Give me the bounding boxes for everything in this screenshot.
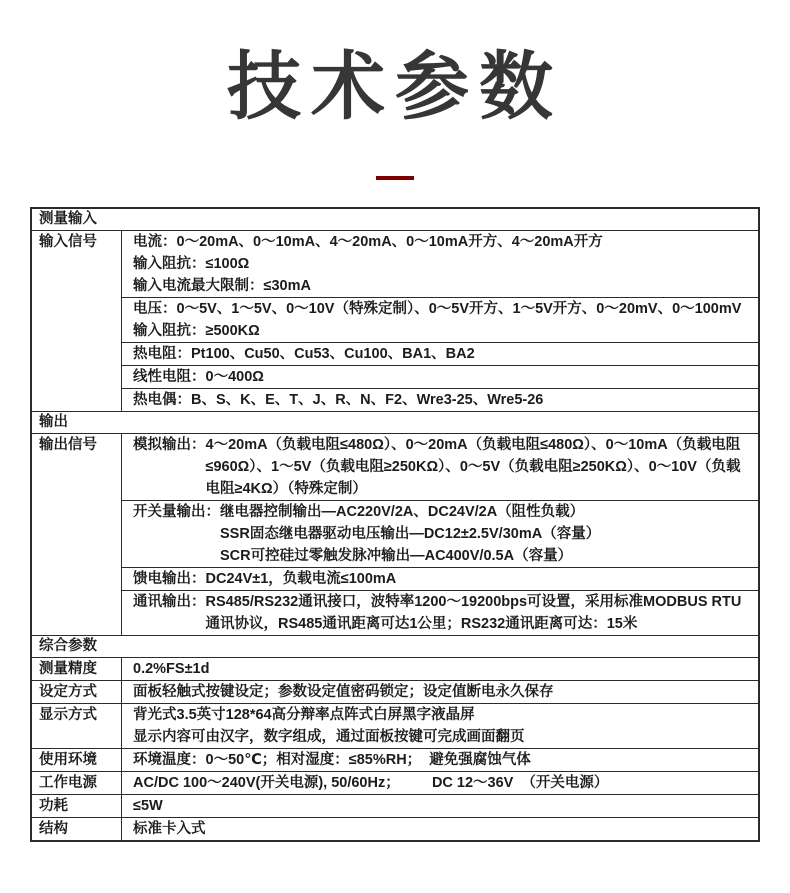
spec-line-body: ≤30mA — [263, 277, 311, 294]
spec-line — [133, 275, 754, 297]
spec-group — [122, 658, 758, 680]
spec-label-measurement-accuracy: 测量精度 — [32, 658, 122, 680]
spec-line-head: 输入阻抗： — [133, 255, 206, 272]
spec-label-input-signal: 输入信号 — [32, 231, 122, 411]
spec-line-body: 背光式3.5英寸128*64高分辩率点阵式白屏黑字液晶屏 — [133, 706, 475, 723]
spec-line-head: 模拟输出： — [133, 436, 206, 453]
spec-line-body: 面板轻触式按键设定；参数设定值密码锁定；设定值断电永久保存 — [133, 683, 554, 700]
spec-line — [133, 568, 754, 590]
spec-line — [133, 389, 754, 411]
section-header-general-parameters: 综合参数 — [32, 635, 758, 657]
spec-row-input-signal — [32, 230, 758, 411]
spec-line-body: SSR固态继电器驱动电压输出—DC12±2.5V/30mA（容量） — [220, 525, 601, 542]
spec-value-setting-method — [122, 681, 758, 703]
spec-line — [133, 523, 754, 545]
spec-line-body: 显示内容可由汉字，数字组成，通过面板按键可完成画面翻页 — [133, 728, 525, 745]
spec-group — [122, 590, 758, 635]
spec-value-operating-environment — [122, 749, 758, 771]
spec-line — [133, 320, 754, 342]
spec-line-head: 开关量输出： — [133, 503, 220, 520]
spec-group — [122, 365, 758, 388]
spec-row-display-method — [32, 703, 758, 748]
spec-line-body: RS485/RS232通讯接口，波特率1200～19200bps可设置，采用标准MODBUS RTU通讯协议，RS485通讯距离可达1公里；RS232通讯距离可达：15米 — [205, 593, 742, 632]
spec-value-measurement-accuracy — [122, 658, 758, 680]
spec-line — [133, 591, 754, 635]
spec-label-output-signal: 输出信号 — [32, 434, 122, 635]
spec-value-power-supply — [122, 772, 758, 794]
spec-line-body: ≤5W — [133, 797, 163, 814]
spec-line — [133, 704, 754, 726]
page-title: 技术参数 — [227, 45, 563, 128]
spec-group — [122, 567, 758, 590]
spec-line-head: 输入阻抗： — [133, 322, 206, 339]
spec-line-head: 线性电阻： — [133, 368, 206, 385]
spec-row-operating-environment — [32, 748, 758, 771]
spec-group — [122, 434, 758, 500]
spec-line — [133, 231, 754, 253]
spec-line-body: Pt100、Cu50、Cu53、Cu100、BA1、BA2 — [191, 345, 475, 362]
spec-row-setting-method — [32, 680, 758, 703]
spec-line-body: 0～20mA、0～10mA、4～20mA、0～10mA开方、4～20mA开方 — [176, 233, 603, 250]
spec-line — [133, 298, 754, 320]
spec-line — [133, 726, 754, 748]
spec-line-body: 0～400Ω — [205, 368, 264, 385]
spec-group — [122, 772, 758, 794]
spec-line-body: 标准卡入式 — [133, 820, 206, 837]
spec-line — [133, 795, 754, 817]
spec-line — [133, 366, 754, 388]
spec-label-setting-method: 设定方式 — [32, 681, 122, 703]
spec-line — [133, 772, 754, 794]
spec-line — [133, 818, 754, 840]
spec-line-body: 环境温度：0～50℃；相对湿度：≤85%RH； 避免强腐蚀气体 — [133, 751, 531, 768]
spec-group — [122, 818, 758, 840]
spec-value-structure — [122, 818, 758, 840]
spec-group — [122, 388, 758, 411]
spec-row-output-signal — [32, 433, 758, 635]
section-header-output: 输出 — [32, 411, 758, 433]
spec-line-body: ≤100Ω — [205, 255, 250, 272]
spec-row-power-supply — [32, 771, 758, 794]
spec-line-body: AC/DC 100～240V(开关电源), 50/60Hz； DC 12～36V （开关电源） — [133, 774, 609, 791]
section-header-measurement-input: 测量输入 — [39, 210, 97, 227]
spec-line-body: DC24V±1，负载电流≤100mA — [205, 570, 397, 587]
spec-line-body: 继电器控制输出—AC220V/2A、DC24V/2A（阻性负载） — [220, 503, 585, 520]
spec-line-head: 电流： — [133, 233, 177, 250]
title-accent-line — [376, 176, 414, 180]
spec-line — [133, 253, 754, 275]
spec-group — [122, 297, 758, 342]
spec-line-body: ≥500KΩ — [205, 322, 260, 339]
spec-table — [30, 207, 760, 842]
spec-line-body: 0～5V、1～5V、0～10V（特殊定制）、0～5V开方、1～5V开方、0～20mV、0～100mV — [176, 300, 742, 317]
spec-line-body: SCR可控硅过零触发脉冲输出—AC400V/0.5A（容量） — [220, 547, 573, 564]
spec-line-body: 0.2%FS±1d — [133, 660, 210, 677]
spec-line — [133, 343, 754, 365]
spec-group — [122, 749, 758, 771]
spec-row-power-consumption — [32, 794, 758, 817]
spec-value-power-consumption — [122, 795, 758, 817]
spec-group — [122, 704, 758, 748]
spec-value-display-method — [122, 704, 758, 748]
spec-line-head: 热电偶： — [133, 391, 191, 408]
spec-group — [122, 342, 758, 365]
spec-line — [133, 749, 754, 771]
spec-label-display-method: 显示方式 — [32, 704, 122, 748]
spec-line-body: B、S、K、E、T、J、R、N、F2、Wre3-25、Wre5-26 — [191, 391, 544, 408]
spec-row-measurement-accuracy — [32, 657, 758, 680]
spec-row-structure — [32, 817, 758, 840]
spec-line-head: 馈电输出： — [133, 570, 206, 587]
spec-line — [133, 545, 754, 567]
spec-value-output-signal — [122, 434, 758, 635]
spec-value-input-signal — [122, 231, 758, 411]
spec-line-body: 4～20mA（负载电阻≤480Ω）、0～20mA（负载电阻≤480Ω）、0～10mA（负载电阻≤960Ω）、1～5V（负载电阻≥250KΩ）、0～5V（负载电阻≥250KΩ）、0～10V（负载电阻≥4KΩ）（特殊定制） — [205, 436, 741, 497]
spec-group — [122, 231, 758, 297]
spec-label-power-consumption: 功耗 — [32, 795, 122, 817]
spec-group — [122, 500, 758, 567]
spec-label-structure: 结构 — [32, 818, 122, 840]
spec-line — [133, 434, 754, 500]
spec-line-head: 通讯输出： — [133, 593, 206, 610]
spec-line-head: 输入电流最大限制： — [133, 277, 264, 294]
spec-line — [133, 681, 754, 703]
spec-label-power-supply: 工作电源 — [32, 772, 122, 794]
spec-line-head: 电压： — [133, 300, 177, 317]
spec-line-head: 热电阻： — [133, 345, 191, 362]
spec-group — [122, 681, 758, 703]
spec-line — [133, 658, 754, 680]
spec-label-operating-environment: 使用环境 — [32, 749, 122, 771]
spec-group — [122, 795, 758, 817]
spec-line — [133, 501, 754, 523]
